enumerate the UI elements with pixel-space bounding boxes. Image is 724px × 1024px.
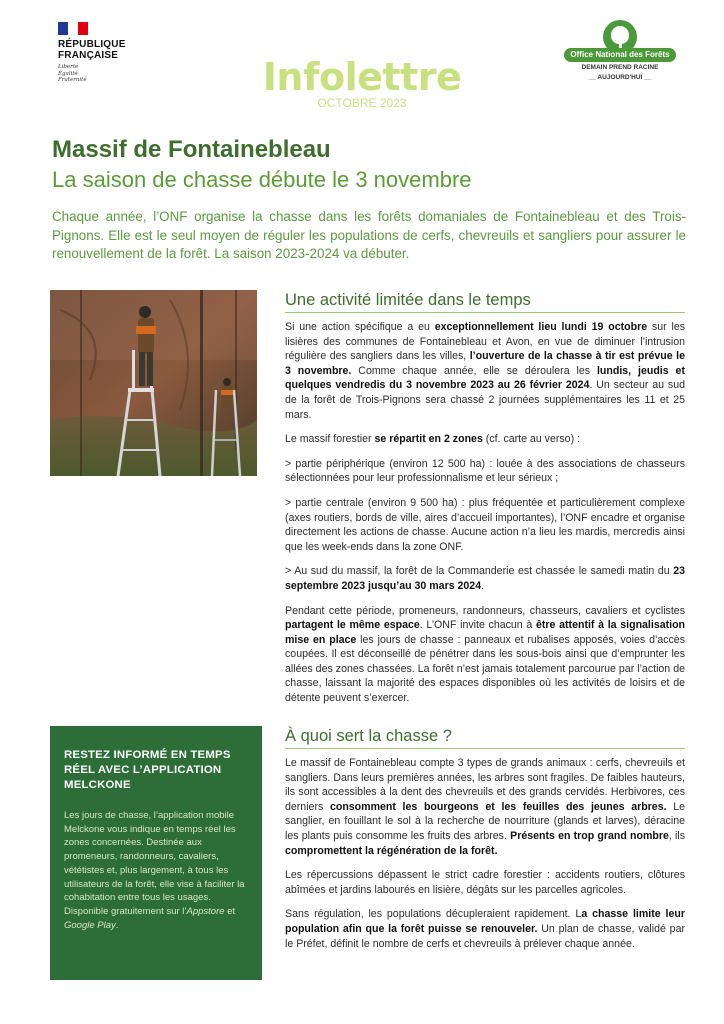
republic-name-line2: FRANÇAISE — [58, 50, 119, 61]
s1-paragraph-2: Le massif forestier se répartit en 2 zones (cf. carte au verso) : — [285, 433, 580, 446]
s1-paragraph-5: > Au sud du massif, la forêt de la Commanderie est chassée le samedi matin du 23 septembre 2023 jusqu’au 30 mars 2024. — [285, 565, 685, 592]
s1-paragraph-3: > partie périphérique (environ 12 500 ha) : louée à des associations de chasseurs sélectionnées pour leur professionnalisme et leur sérieux ; — [285, 457, 685, 485]
s2-paragraph-2: Les répercussions dépassent le strict cadre forestier : accidents routiers, clôtures abîmées et jardins labourés en lisière, dégâts sur les parcelles agricoles. — [285, 869, 685, 896]
motto-liberte: Liberté — [58, 64, 79, 70]
melckone-app-box — [50, 726, 262, 980]
google-play-mention: Google Play — [64, 919, 116, 931]
french-flag-icon — [58, 22, 88, 35]
section-divider — [285, 312, 685, 313]
motto-fraternite: Fraternité — [58, 77, 87, 83]
newsletter-title: Infolettre — [262, 55, 462, 99]
issue-date: OCTOBRE 2023 — [317, 96, 407, 110]
section-divider — [285, 748, 685, 749]
masthead — [0, 56, 724, 110]
section-heading-a-quoi-sert: À quoi sert la chasse ? — [285, 727, 452, 745]
appstore-mention: Appstore — [186, 905, 225, 917]
s2-paragraph-1: Le massif de Fontainebleau compte 3 types de grands animaux : cerfs, chevreuils et sangliers. Dans leurs premières années, les arbres sont fragiles. De faibles hauteurs, ils sont accessibles à la dent des chevreuils et des grands cervidés. Herbivores, ces derniers consomment les bourgeons et les feuilles des jeunes arbres. Le sanglier, en fouillant le sol à la recherche de nourriture (glands et larves), déracine les plants puis consomme les fruits des arbres. Présents en trop grand nombre, ils compromettent la régénération de la forêt. — [285, 757, 686, 857]
s2-paragraph-3: Sans régulation, les populations décupleraient rapidement. La chasse limite leur population afin que la forêt puisse se renouveler. Un plan de chasse, validé par le Préfet, définit le nombre de cerfs et chevreuils à prélever chaque année. — [285, 908, 685, 950]
sidebar-title: RESTEZ INFORMÉ EN TEMPS RÉEL AVEC L’APPLICATION MELCKONE — [64, 749, 231, 791]
onf-tagline-2: __ AUJOURD'HUI __ — [588, 74, 652, 81]
article-lead: Chaque année, l’ONF organise la chasse dans les forêts domaniales de Fontainebleau et des Trois-Pignons. Elle est le seul moyen de réguler les populations de cerfs, chevreuils et sangliers pour assurer le renouvellement de la forêt. La saison 2023-2024 va débuter. — [52, 209, 686, 262]
section-heading-activite: Une activité limitée dans le temps — [285, 291, 531, 309]
hunters-on-stand-photo — [50, 290, 257, 476]
onf-tagline-1: DEMAIN PREND RACINE — [581, 64, 659, 71]
s1-paragraph-6: Pendant cette période, promeneurs, randonneurs, chasseurs, cavaliers et cyclistes partagent le même espace. L’ONF invite chacun à être attentif à la signalisation mise en place les jours de chasse : panneaux et rubalises apposés, voies d’accès coupées. Il est déconseillé de pénétrer dans les sous-bois ainsi que d’emprunter les allées des zones chassées. La forêt n’est jamais totalement parcourue par l’action de chasse, laissant la majorité des espaces disponibles où les activités de loisirs et de détente peuvent s’exercer. — [285, 604, 686, 705]
section2-body — [285, 756, 685, 961]
motto-egalite: Égalité — [58, 70, 78, 77]
s1-paragraph-1: Si une action spécifique a eu exceptionnellement lieu lundi 19 octobre sur les lisières des communes de Fontainebleau et Avon, en vue de diminuer l’intrusion régulière des sangliers dans les villes, l’ouverture de la chasse à tir est prévue le 3 novembre. Comme chaque année, elle se déroulera les lundis, jeudis et quelques vendredis du 3 novembre 2023 au 26 février 2024. Un secteur au sud de la forêt de Trois-Pignons sera chassé 2 journées supplémentaires les 11 et 25 mars. — [285, 321, 686, 421]
s1-paragraph-4: > partie centrale (environ 9 500 ha) : plus fréquentée et particulièrement complexe (axes routiers, bords de ville, aires d’accueil importantes), l’ONF encadre et organise directement les actions de chasse. Aucune action n’a lieu les mardis, mercredis ainsi que les week-ends dans la zone ONF. — [285, 496, 685, 553]
republic-name-line1: RÉPUBLIQUE — [58, 39, 126, 50]
article-subtitle: La saison de chasse débute le 3 novembre — [52, 167, 472, 192]
sidebar-body: Les jours de chasse, l’application mobile Melckone vous indique en temps réel les zones concernées. Destinée aux promeneurs, randonneurs, cavaliers, vététistes et, plus largement, à tous les utilisateurs de la forêt, elle vise à faciliter la cohabitation entre tous les usages. Disponible gratuitement sur l’Appstore et Google Play. — [64, 810, 245, 931]
section1-body — [285, 320, 685, 716]
article-title: Massif de Fontainebleau — [52, 136, 331, 163]
onf-name: Office National des Forêts — [564, 48, 676, 62]
